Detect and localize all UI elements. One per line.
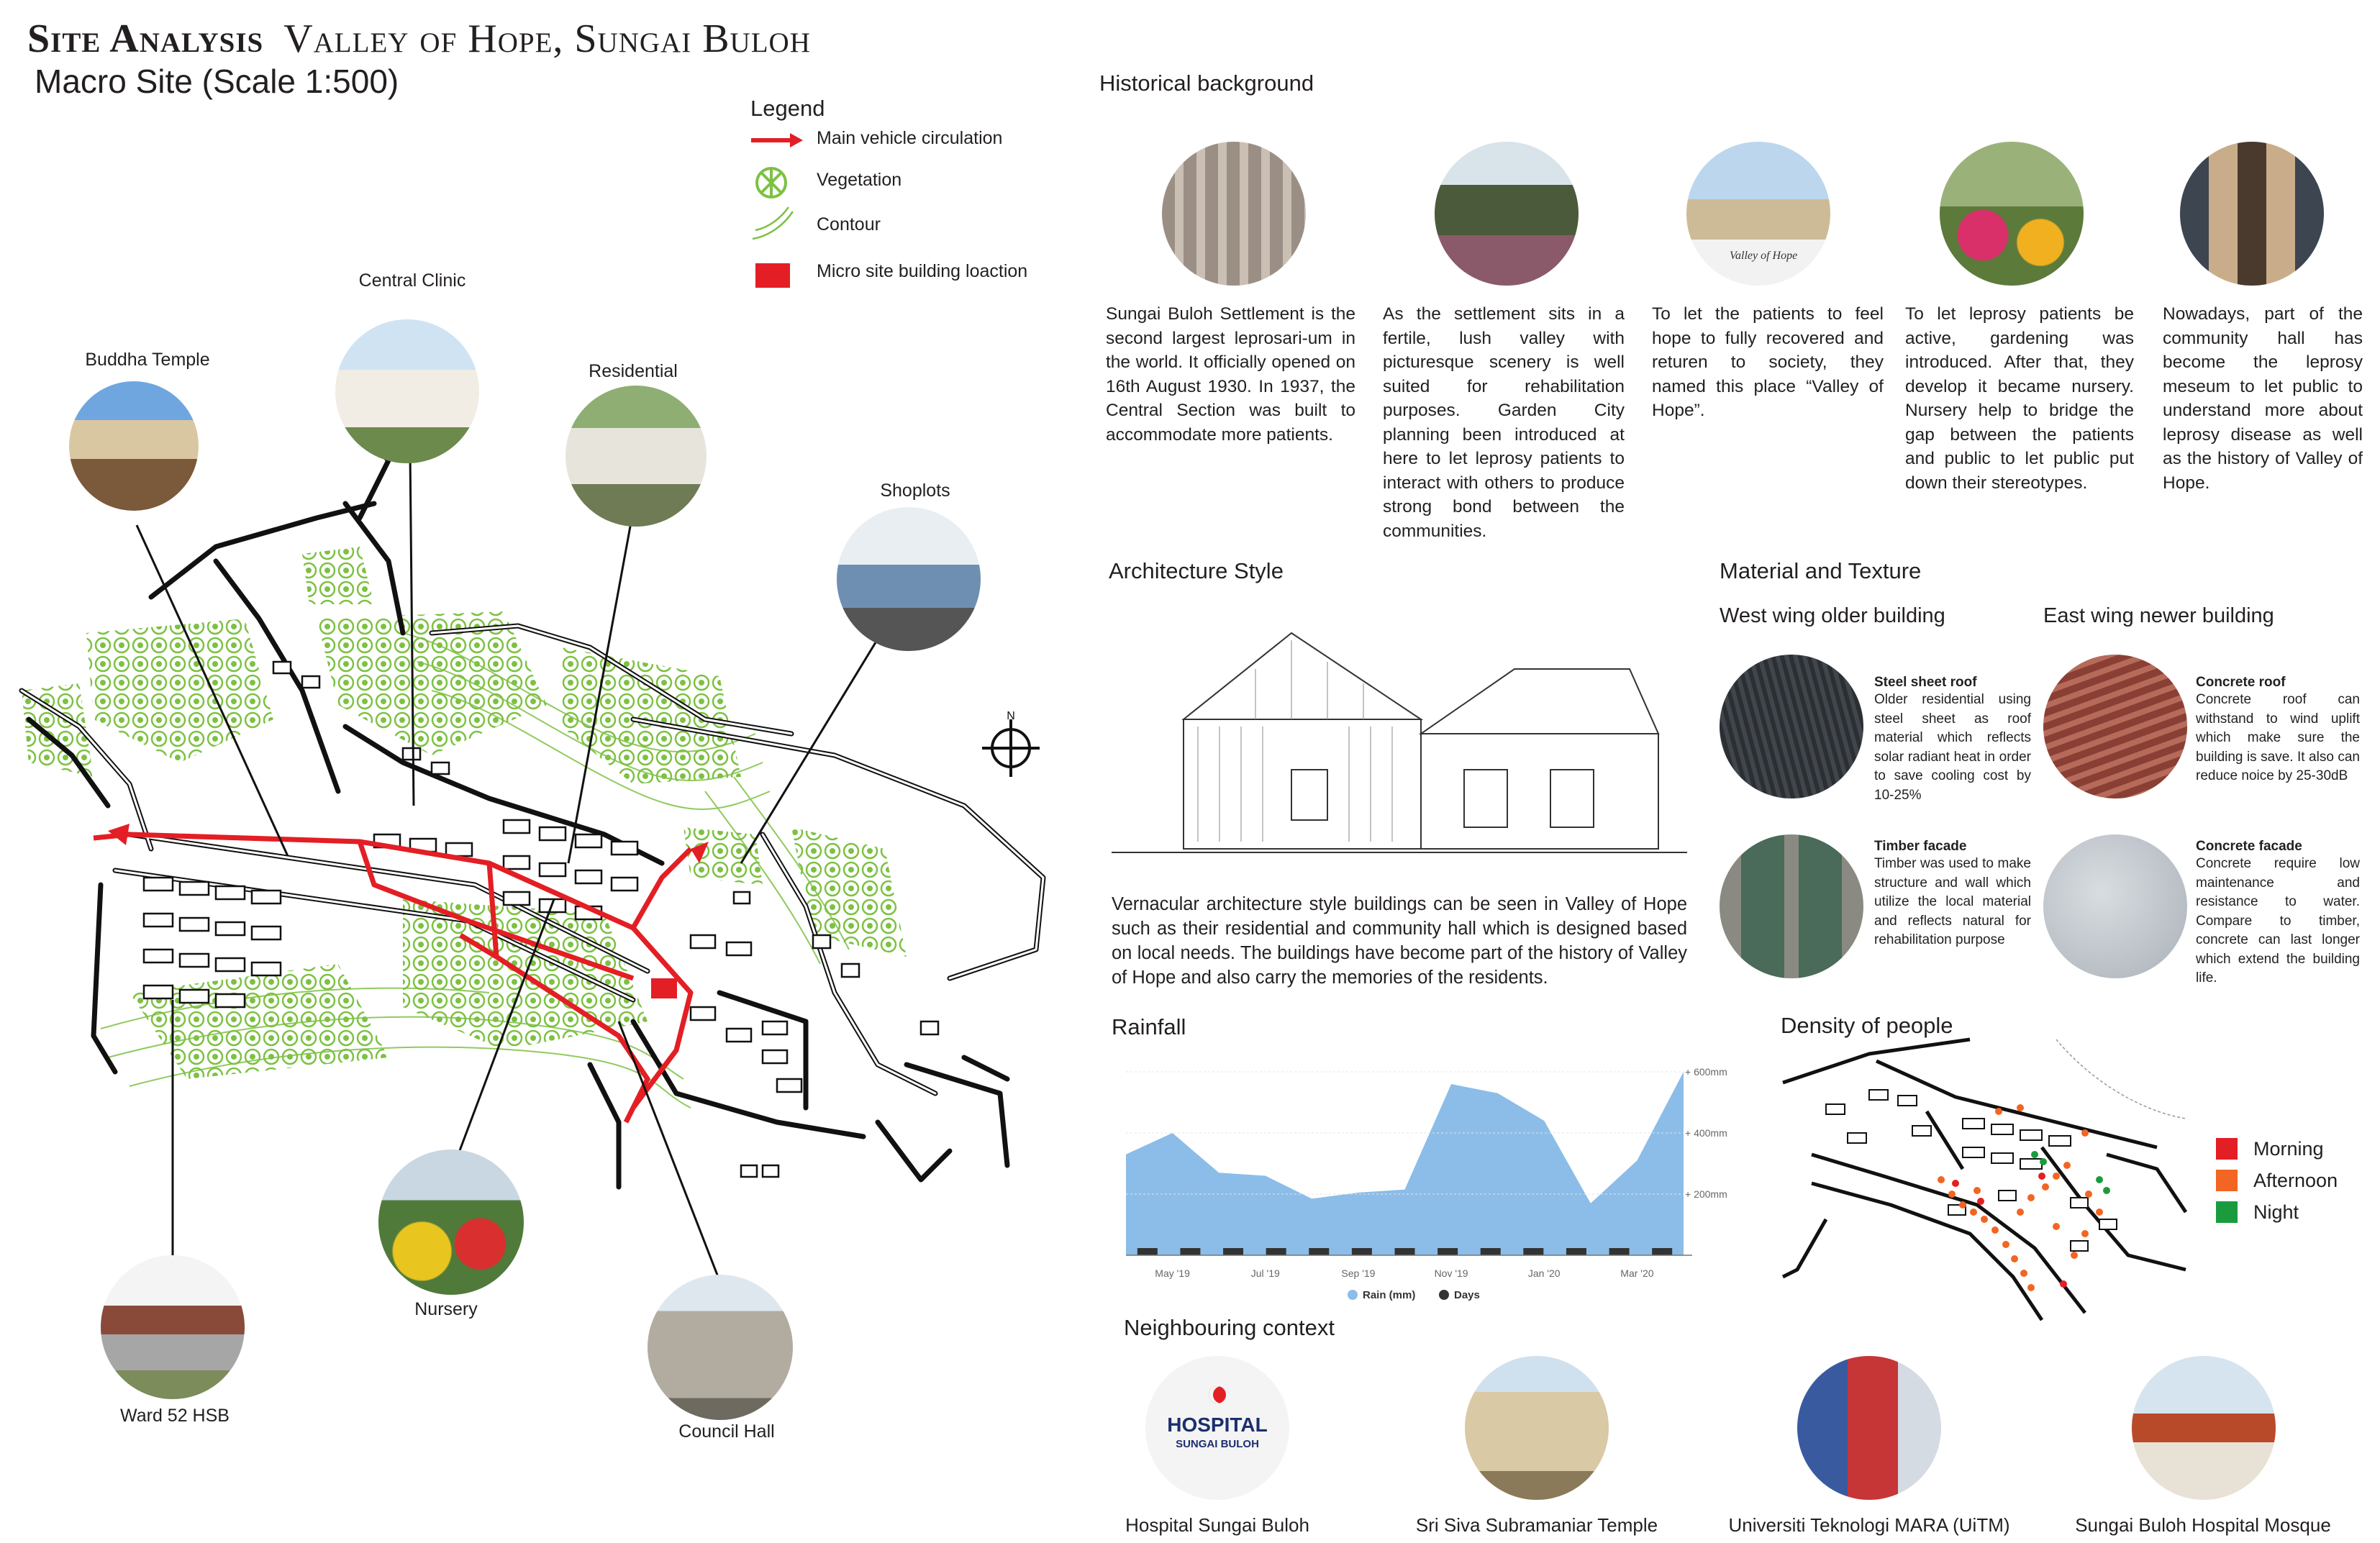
material-concrete-roof-text: Concrete roof can withstand to wind uplift which make sure the building is save. It also can reduce noice by 25-30dB [2196, 692, 2360, 783]
photo-council-hall [648, 1275, 793, 1420]
texture-timber-facade [1720, 834, 1863, 978]
material-timber-facade-text: Timber was used to make structure and wall which utilize the local material and reflects natural for rehabilitation purpose [1874, 856, 2031, 947]
material-steel-sheet-text: Older residential using steel sheet as roof material which reflects solar radiant heat in order to save cooling cost by 10-25% [1874, 692, 2031, 803]
label-council-hall: Council Hall [678, 1421, 775, 1442]
legend-rain-label: Rain (mm) [1363, 1289, 1416, 1301]
days-bar [1352, 1248, 1372, 1255]
rain-area [1126, 1072, 1684, 1255]
label-shoplots: Shoplots [880, 481, 950, 501]
north-arrow-icon [982, 719, 1040, 777]
page-subtitle: Macro Site (Scale 1:500) [35, 63, 399, 100]
days-bar [1137, 1248, 1158, 1255]
days-bar [1652, 1248, 1672, 1255]
material-west-title: West wing older building [1720, 604, 1945, 627]
days-bar [1395, 1248, 1415, 1255]
morning-swatch [2216, 1138, 2238, 1160]
rainfall-title: Rainfall [1112, 1014, 1186, 1039]
days-bar [1523, 1248, 1543, 1255]
valley-of-hope-sign: Valley of Hope [1730, 250, 1798, 262]
material-east-title: East wing newer building [2043, 604, 2274, 627]
vegetation-icon [757, 168, 786, 197]
history-title: Historical background [1099, 70, 1314, 96]
legend-days-label: Days [1454, 1289, 1480, 1301]
material-concrete-facade-title: Concrete facade [2196, 839, 2302, 854]
texture-concrete-roof [2043, 655, 2187, 798]
history-text-1: Sungai Buloh Settlement is the second largest leprosari-um in the world. It officially opened on 16th August 1930. In 1937, the Central Section was built to accommodate more patients. [1106, 304, 1355, 445]
days-bar [1437, 1248, 1458, 1255]
red-rectangle-icon [755, 263, 790, 288]
red-arrow-icon [751, 133, 803, 147]
legend-main-circulation: Main vehicle circulation [817, 128, 1003, 148]
y-tick-label: + 200mm [1685, 1188, 1727, 1200]
neighbour-label-temple: Sri Siva Subramaniar Temple [1415, 1514, 1658, 1536]
density-map [1783, 1039, 2186, 1320]
days-bar [1481, 1248, 1501, 1255]
history-text-2: As the settlement sits in a fertile, lush valley with picturesque scenery is well suited for rehabilitation purposes. Garden City planning been introduced at here to let leprosy patients to interact with others to produce strong bond between the communities. [1383, 304, 1625, 541]
architecture-sketch [1112, 626, 1687, 870]
architecture-text: Vernacular architecture style buildings can be seen in Valley of Hope such as their residential and community hall which is designed based on local needs. The buildings have become part of the history of Valley of Hope and also carry the memories of the residents. [1112, 894, 1687, 988]
legend-micro-site: Micro site building loaction [817, 261, 1028, 281]
material-concrete-facade-text: Concrete require low maintenance and resistance to water. Compare to timber, concrete can last longer which extend the building life. [2196, 856, 2360, 986]
legend-vegetation: Vegetation [817, 170, 902, 190]
neighbour-photo-temple [1465, 1356, 1609, 1500]
north-label: N [1007, 710, 1015, 722]
x-tick-label: Jul '19 [1250, 1267, 1280, 1279]
hospital-sign-text-1: HOSPITAL [1167, 1414, 1268, 1436]
x-tick-label: Mar '20 [1620, 1267, 1654, 1279]
legend-contour: Contour [817, 214, 881, 235]
title-sub: Valley of Hope, Sungai Buloh [283, 17, 811, 61]
density-legend-morning [2216, 1133, 2338, 1165]
density-legend-night [2216, 1196, 2338, 1228]
density-legend-afternoon [2216, 1165, 2338, 1196]
material-steel-sheet-title: Steel sheet roof [1874, 675, 1977, 690]
title-main: Site Analysis [27, 17, 264, 61]
label-central-clinic: Central Clinic [358, 270, 466, 291]
days-bar [1309, 1248, 1329, 1255]
material-timber-facade-title: Timber facade [1874, 839, 1967, 854]
label-nursery: Nursery [414, 1299, 478, 1319]
history-photo-1 [1162, 142, 1306, 286]
label-buddha-temple: Buddha Temple [85, 350, 210, 370]
material-title: Material and Texture [1720, 558, 1922, 583]
morning-label: Morning [2253, 1137, 2324, 1160]
label-ward-52: Ward 52 HSB [120, 1406, 230, 1426]
history-text-3: To let the patients to feel hope to fully recovered and returen to society, they named this place “Valley of Hope”. [1652, 304, 1884, 420]
density-legend [2216, 1133, 2338, 1228]
history-photo-5 [2180, 142, 2324, 286]
architecture-title: Architecture Style [1109, 558, 1284, 583]
x-tick-label: May '19 [1155, 1267, 1190, 1279]
density-title: Density of people [1781, 1013, 1953, 1038]
contour-icon [753, 207, 793, 239]
legend-days-marker [1439, 1290, 1449, 1300]
material-concrete-roof [2196, 675, 2360, 786]
y-tick-label: + 400mm [1685, 1127, 1727, 1139]
history-photo-2 [1435, 142, 1579, 286]
legend-rain-marker [1348, 1290, 1358, 1300]
afternoon-label: Afternoon [2253, 1169, 2338, 1191]
photo-residential [566, 386, 707, 527]
days-bar [1266, 1248, 1286, 1255]
micro-site-building [651, 978, 677, 998]
material-steel-sheet [1874, 675, 2031, 805]
material-timber-facade [1874, 839, 2031, 950]
photo-central-clinic [335, 319, 479, 463]
y-tick-label: + 600mm [1685, 1066, 1727, 1078]
texture-concrete-facade [2043, 834, 2187, 978]
neighbour-label-mosque: Sungai Buloh Hospital Mosque [2075, 1514, 2331, 1536]
history-text-4: To let leprosy patients be active, gardening was introduced. After that, they develop it became nursery. Nursery help to bridge the gap between the patients and public to let public put down their stereotypes. [1905, 304, 2134, 493]
photo-shoplots [837, 507, 981, 651]
x-tick-label: Jan '20 [1527, 1267, 1561, 1279]
days-bar [1609, 1248, 1630, 1255]
legend-icons [748, 122, 806, 295]
rainfall-chart [1122, 1057, 1727, 1302]
x-tick-label: Nov '19 [1434, 1267, 1468, 1279]
label-residential: Residential [589, 361, 678, 381]
history-photo-3 [1686, 142, 1830, 286]
photo-buddha-temple [69, 381, 199, 511]
neighbour-photo-hospital [1145, 1356, 1289, 1500]
night-swatch [2216, 1201, 2238, 1223]
night-label: Night [2253, 1201, 2299, 1223]
afternoon-swatch [2216, 1170, 2238, 1191]
x-tick-label: Sep '19 [1341, 1267, 1376, 1279]
history-photo-4 [1940, 142, 2084, 286]
legend-title: Legend [750, 96, 825, 121]
hospital-sign-text-2: SUNGAI BULOH [1176, 1438, 1259, 1450]
texture-steel-sheet [1720, 655, 1863, 798]
neighbour-photo-mosque [2132, 1356, 2276, 1500]
crescent-icon [1209, 1386, 1226, 1403]
history-text-5: Nowadays, part of the community hall has become the leprosy meseum to let public to understand more about leprosy disease as well as the history of Valley of Hope. [2163, 304, 2363, 493]
neighbour-photo-uitm [1797, 1356, 1941, 1500]
photo-nursery [378, 1150, 524, 1295]
days-bar [1180, 1248, 1200, 1255]
neighbour-label-uitm: Universiti Teknologi MARA (UiTM) [1728, 1514, 2010, 1536]
days-bar [1223, 1248, 1243, 1255]
neighbour-label-hospital: Hospital Sungai Buloh [1125, 1514, 1309, 1536]
material-concrete-facade [2196, 839, 2360, 988]
neighbour-title: Neighbouring context [1124, 1315, 1335, 1340]
material-concrete-roof-title: Concrete roof [2196, 675, 2286, 690]
days-bar [1566, 1248, 1586, 1255]
photo-ward-52 [101, 1255, 245, 1399]
